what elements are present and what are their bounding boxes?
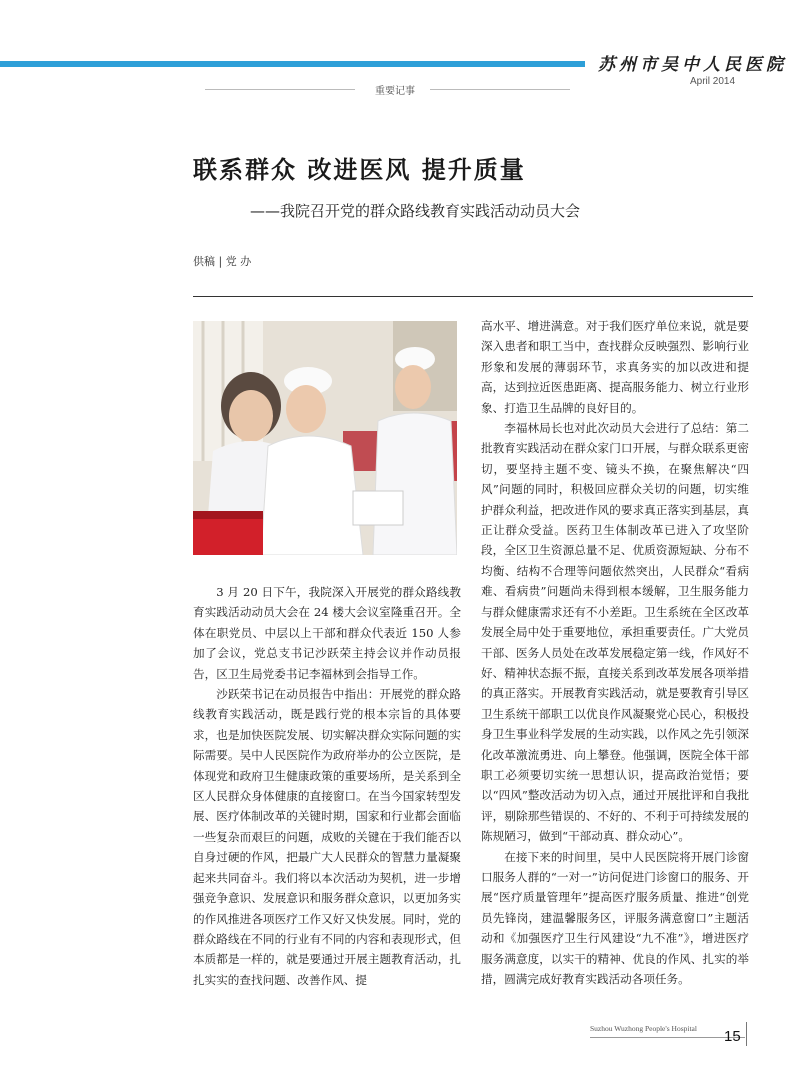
article-title: 联系群众 改进医风 提升质量 xyxy=(193,156,526,184)
article-subtitle: ——我院召开党的群众路线教育实践活动动员大会 xyxy=(250,202,581,220)
section-divider-left xyxy=(205,89,355,90)
title-rule xyxy=(193,296,753,297)
header-accent-bar xyxy=(0,61,585,67)
photo-illustration xyxy=(193,321,457,555)
footer-rule xyxy=(590,1037,745,1038)
hospital-name: 苏州市吴中人民医院 xyxy=(598,55,787,75)
issue-date: April 2014 xyxy=(690,76,736,87)
article-paragraph: 3 月 20 日下午，我院深入开展党的群众路线教育实践活动动员大会在 24 楼大会议室隆重召开。全体在职党员、中层以上干部和群众代表近 150 人参加了会议，党总支书记沙跃荣主持会议并作动员报告，区卫生局党委书记李福林到会指导工作。 xyxy=(193,585,461,681)
article-paragraph: 沙跃荣书记在动员报告中指出：开展党的群众路线教育实践活动，既是践行党的根本宗旨的具体要求，也是加快医院发展、切实解决群众实际问题的实际需要。吴中人民医院作为政府举办的公立医院，是体现党和政府卫生健康政策的重要场所，是关系到全区人民群众身体健康的直接窗口。在当今国家转型发展、医疗体制改革的关键时期，国家和行业都会面临一些复杂而艰巨的问题，成败的关键在于我们能否以自身过硬的作风，把最广大人民群众的智慧力量凝聚起来共同奋斗。我们将以本次活动为契机，进一步增强竞争意识、发展意识和服务群众意识，以更加务实的作风推进各项医疗工作又好又快发展。同时，党的群众路线在不同的行业有不同的内容和表现形式，但本质都是一样的，就是要通过开展主题教育活动，扎扎实实的查找问题、改善作风、提 xyxy=(193,687,461,987)
article-paragraph: 在接下来的时间里，吴中人民医院将开展门诊窗口服务人群的“一对一”访问促进门诊窗口的服务、开展“医疗质量管理年”提高医疗服务质量、推进“创党员先锋岗，建温馨服务区，评服务满意窗口”主题活动和《加强医疗卫生行风建设“九不准”》，增进医疗服务满意度，以实干的精神、优良的作风、扎实的举措，圆满完成好教育实践活动各项任务。 xyxy=(481,849,749,986)
article-column-right xyxy=(481,316,749,989)
section-label: 重要记事 xyxy=(375,86,415,97)
footer-tick xyxy=(746,1022,747,1046)
article-byline: 供稿 | 党 办 xyxy=(193,255,252,268)
footer-publication: Suzhou Wuzhong People's Hospital xyxy=(590,1024,697,1033)
page-number: 15 xyxy=(724,1028,741,1045)
article-paragraph: 高水平、增进满意。对于我们医疗单位来说，就是要深入患者和职工当中，查找群众反映强烈、影响行业形象和发展的薄弱环节，求真务实的加以改进和提高，达到拉近医患距离、提高服务能力、树立行业形象、打造卫生品牌的良好目的。 xyxy=(481,319,749,415)
section-divider-right xyxy=(430,89,570,90)
article-column-left xyxy=(193,582,461,990)
article-paragraph: 李福林局长也对此次动员大会进行了总结：第二批教育实践活动在群众家门口开展，与群众联系更密切，要坚持主题不变、镜头不换，在聚焦解决“四风”问题的同时，积极回应群众关切的问题，切实维护群众利益，把改进作风的要求真正落实到基层，真正让群众受益。医药卫生体制改革已进入了攻坚阶段，全区卫生资源总量不足、优质资源短缺、分布不均衡、结构不合理等问题依然突出，人民群众“看病难、看病贵”问题尚未得到根本缓解，卫生服务能力与群众健康需求还有不小差距。卫生系统在全区改革发展全局中处于重要地位，承担重要责任。广大党员干部、医务人员处在改革发展稳定第一线，作风好不好、精神状态振不振，直接关系到改革发展各项举措的真正落实。开展教育实践活动，就是要教育引导区卫生系统干部职工以优良作风凝聚党心民心，积极投身卫生事业科学发展的生动实践，以作风之先引领深化改革激流勇进、向上攀登。他强调，医院全体干部职工必须要切实统一思想认识，提高政治觉悟；要以“四风”整改活动为切入点，通过开展批评和自我批评，剔除那些错误的、不好的、不利于可持续发展的陈规陋习，做到“干部动真、群众动心”。 xyxy=(481,421,749,844)
article-photo xyxy=(193,321,457,555)
